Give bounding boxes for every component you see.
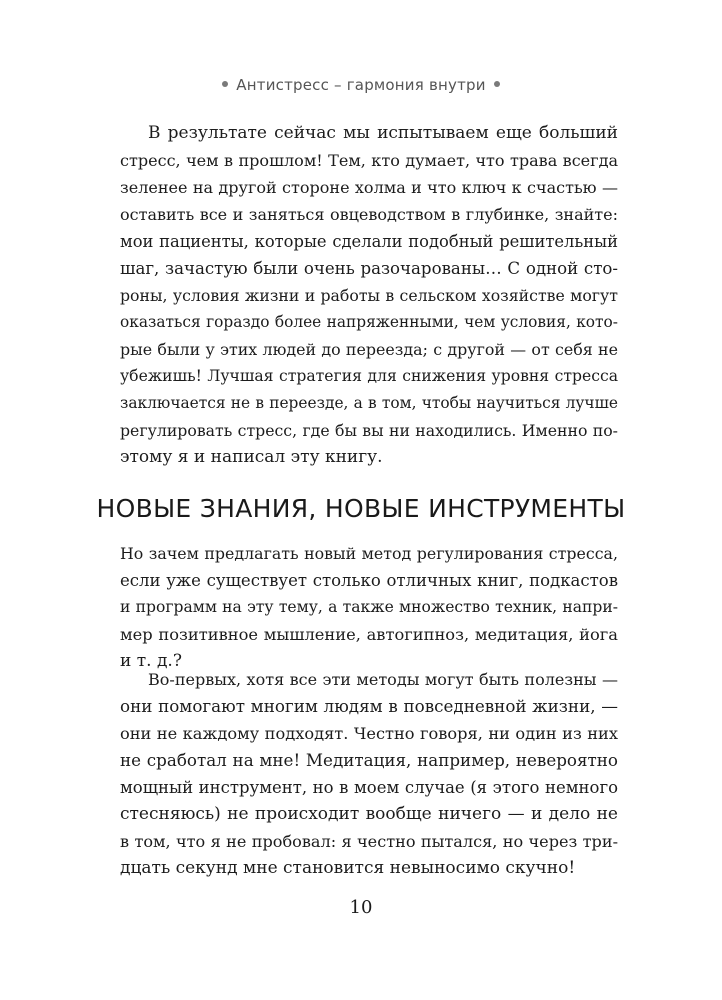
paragraph-3 <box>120 666 618 882</box>
text-line: если уже существует столько отличных книг, подкастов <box>120 571 618 590</box>
running-title: Антистресс – гармония внутри <box>236 76 486 94</box>
text-line: В результате сейчас мы испытываем еще больший <box>148 123 618 143</box>
text-line: в том, что я не пробовал: я честно пытался, но через три- <box>120 832 618 851</box>
text-line: стесняюсь) не происходит вообще ничего — и дело не <box>120 804 618 824</box>
text-line: рые были у этих людей до переезда; с другой — от себя не <box>120 340 618 359</box>
text-line: оставить все и заняться овцеводством в глубинке, знайте: <box>120 205 618 224</box>
section-heading: НОВЫЕ ЗНАНИЯ, НОВЫЕ ИНСТРУМЕНТЫ <box>96 494 626 523</box>
text-line: и т. д.? <box>120 651 182 671</box>
running-header <box>0 76 722 94</box>
text-line: мощный инструмент, но в моем случае (я этого немного <box>120 778 618 797</box>
text-line: этому я и написал эту книгу. <box>120 447 383 467</box>
paragraph-1 <box>120 120 618 471</box>
text-line: Но зачем предлагать новый метод регулирования стресса, <box>120 544 618 563</box>
text-line: шаг, зачастую были очень разочарованы… С одной сто- <box>120 259 618 278</box>
text-line: убежишь! Лучшая стратегия для снижения уровня стресса <box>120 367 618 385</box>
text-line: они помогают многим людям в повседневной жизни, — <box>120 696 618 716</box>
text-line: мои пациенты, которые сделали подобный решительный <box>120 232 618 251</box>
text-line: роны, условия жизни и работы в сельском хозяйстве могут <box>120 286 618 305</box>
text-line: стресс, чем в прошлом! Тем, кто думает, что трава всегда <box>120 151 618 170</box>
text-line: зеленее на другой стороне холма и что ключ к счастью — <box>120 178 618 197</box>
text-line: и программ на эту тему, а также множество техник, напри- <box>120 598 618 616</box>
text-line: мер позитивное мышление, автогипноз, медитация, йога <box>120 625 618 644</box>
text-line: оказаться гораздо более напряженными, чем условия, кото- <box>120 313 618 331</box>
text-line: регулировать стресс, где бы вы ни находились. Именно по- <box>120 421 618 440</box>
text-line: заключается не в переезде, а в том, чтобы научиться лучше <box>120 394 618 412</box>
paragraph-2 <box>120 540 618 675</box>
page-number: 10 <box>349 897 373 918</box>
header-bullet-right <box>494 81 500 87</box>
text-line: они не каждому подходят. Честно говоря, ни один из них <box>120 724 618 743</box>
text-line: Во-первых, хотя все эти методы могут быть полезны — <box>148 670 618 689</box>
text-line: не сработал на мне! Медитация, например, невероятно <box>120 750 618 770</box>
text-line: дцать секунд мне становится невыносимо скучно! <box>120 858 576 878</box>
header-bullet-left <box>222 81 228 87</box>
